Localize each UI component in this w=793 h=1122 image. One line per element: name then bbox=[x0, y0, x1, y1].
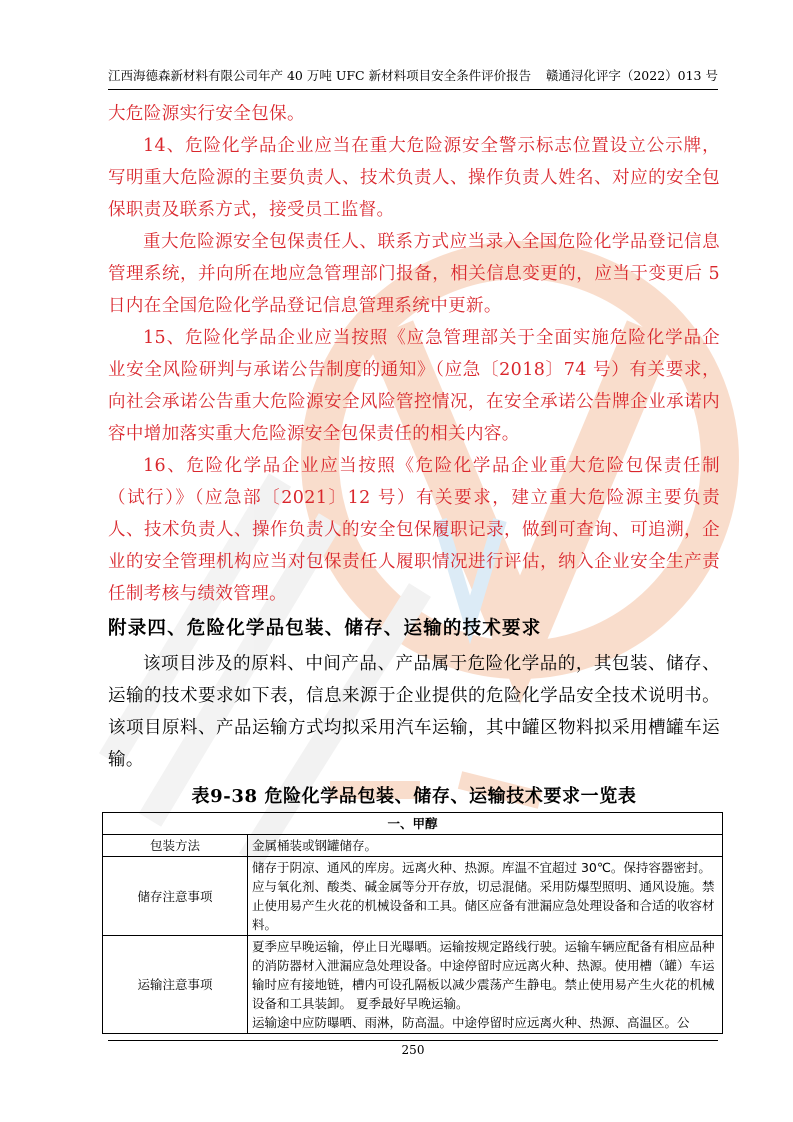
section-heading: 附录四、危险化学品包装、储存、运输的技术要求 bbox=[108, 618, 542, 639]
paragraph-item-15: 15、危险化学品企业应当按照《应急管理部关于全面实施危险化学品企业安全风险研判与承诺公告制度的通知》（应急〔2018〕74 号）有关要求，向社会承诺公告重大危险源安全风险管控情况，在安全承诺公告牌企业承诺内容中增加落实重大危险源安全包保责任的相关内容。 bbox=[108, 328, 720, 444]
page-content bbox=[108, 98, 720, 1034]
table-group-header: 一、甲醇 bbox=[103, 813, 723, 835]
row-label-transport: 运输注意事项 bbox=[103, 936, 248, 1034]
page-header bbox=[108, 67, 718, 90]
row-value-transport bbox=[248, 936, 723, 1034]
row-value-packaging: 金属桶装或钢罐储存。 bbox=[248, 835, 723, 857]
table-group-row bbox=[103, 813, 723, 835]
page-footer bbox=[108, 1040, 718, 1059]
table-caption: 表9-38 危险化学品包装、储存、运输技术要求一览表 bbox=[191, 786, 637, 807]
header-report-number: 赣通浔化评字（2022）013 号 bbox=[545, 68, 718, 83]
row-label-packaging: 包装方法 bbox=[103, 835, 248, 857]
page-number: 250 bbox=[401, 1043, 425, 1057]
header-report-title: 江西海德森新材料有限公司年产 40 万吨 UFC 新材料项目安全条件评价报告 bbox=[108, 68, 532, 83]
section-intro: 该项目涉及的原料、中间产品、产品属于危险化学品的，其包装、储存、运输的技术要求如下表，信息来源于企业提供的危险化学品安全技术说明书。该项目原料、产品运输方式均拟采用汽车运输，其中罐区物料拟采用槽罐车运输。 bbox=[108, 654, 720, 770]
table-row bbox=[103, 835, 723, 857]
paragraph-registration: 重大危险源安全包保责任人、联系方式应当录入全国危险化学品登记信息管理系统，并向所在地应急管理部门报备，相关信息变更的，应当于变更后 5 日内在全国危险化学品登记信息管理系统中更新。 bbox=[108, 232, 720, 316]
hazmat-requirements-table bbox=[102, 812, 723, 1034]
transport-text-2: 运输途中应防曝晒、雨淋，防高温。中途停留时应远离火种、热源、高温区。公 bbox=[252, 1015, 690, 1030]
transport-text-1: 夏季应早晚运输，停止日光曝晒。运输按规定路线行驶。运输车辆应配备有相应品种的消防器材入泄漏应急处理设备。中途停留时应远离火种、热源。使用槽（罐）车运输时应有接地链，槽内可设孔隔板以减少震荡产生静电。禁止使用易产生火花的机械设备和工具装卸。 夏季最好早晚运输。 bbox=[252, 939, 715, 1011]
paragraph-item-16: 16、危险化学品企业应当按照《危险化学品企业重大危险包保责任制（试行）》（应急部〔2021〕12 号）有关要求，建立重大危险源主要负责人、技术负责人、操作负责人的安全包保履职记录，做到可查询、可追溯，企业的安全管理机构应当对包保责任人履职情况进行评估，纳入企业安全生产责任制考核与绩效管理。 bbox=[108, 456, 720, 604]
paragraph-continued: 大危险源实行安全包保。 bbox=[108, 104, 305, 124]
paragraph-item-14: 14、危险化学品企业应当在重大危险源安全警示标志位置设立公示牌，写明重大危险源的主要负责人、技术负责人、操作负责人姓名、对应的安全包保职责及联系方式，接受员工监督。 bbox=[108, 136, 720, 220]
table-row bbox=[103, 857, 723, 936]
row-label-storage: 储存注意事项 bbox=[103, 857, 248, 936]
table-row bbox=[103, 936, 723, 1034]
row-value-storage: 储存于阴凉、通风的库房。远离火种、热源。库温不宜超过 30℃。保持容器密封。应与氧化剂、酸类、碱金属等分开存放，切忌混储。采用防爆型照明、通风设施。禁止使用易产生火花的机械设备和工具。储区应备有泄漏应急处理设备和合适的收容材料。 bbox=[248, 857, 723, 936]
